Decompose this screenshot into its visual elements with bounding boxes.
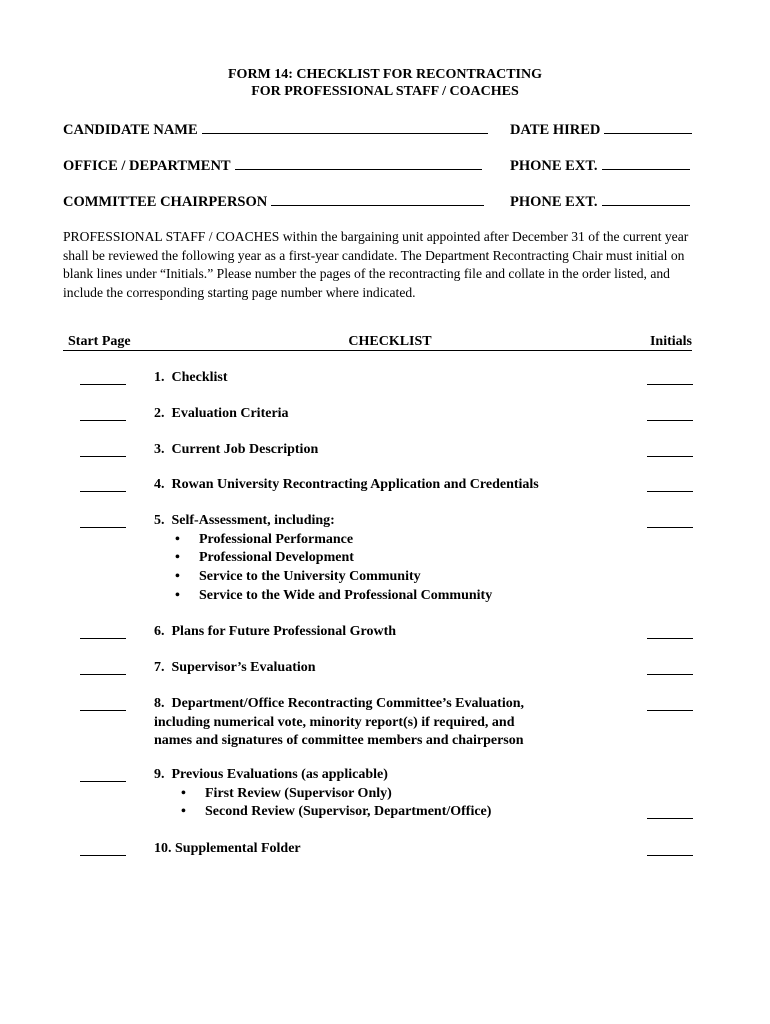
initials-blank-6[interactable]	[647, 638, 693, 639]
checklist-item-4: 4. Rowan University Recontracting Application and Credentials	[154, 477, 539, 492]
committee-chairperson-label: COMMITTEE CHAIRPERSON	[63, 194, 268, 210]
candidate-name-field[interactable]	[202, 119, 488, 134]
start-page-blank-10[interactable]	[80, 855, 126, 856]
date-hired-row	[510, 119, 692, 139]
phone-ext-label-1: PHONE EXT.	[510, 158, 598, 174]
phone-ext-row-1	[510, 155, 690, 175]
candidate-name-label: CANDIDATE NAME	[63, 122, 198, 138]
start-page-blank-3[interactable]	[80, 456, 126, 457]
bullet-5-2: • Professional Development	[175, 550, 354, 565]
start-page-header: Start Page	[63, 334, 143, 351]
checklist-item-10: 10. Supplemental Folder	[154, 841, 301, 856]
checklist-item-2: 2. Evaluation Criteria	[154, 406, 289, 421]
phone-ext-field-1[interactable]	[602, 155, 690, 170]
office-department-row	[63, 155, 482, 175]
start-page-blank-7[interactable]	[80, 674, 126, 675]
checklist-item-5: 5. Self-Assessment, including:	[154, 513, 335, 528]
start-page-blank-4[interactable]	[80, 491, 126, 492]
committee-chairperson-field[interactable]	[271, 191, 484, 206]
start-page-blank-5[interactable]	[80, 527, 126, 528]
bullet-5-3: • Service to the University Community	[175, 569, 421, 584]
phone-ext-label-2: PHONE EXT.	[510, 194, 598, 210]
checklist-item-3: 3. Current Job Description	[154, 442, 319, 457]
bullet-5-1: • Professional Performance	[175, 532, 354, 547]
office-department-label: OFFICE / DEPARTMENT	[63, 158, 231, 174]
phone-ext-row-2	[510, 191, 690, 211]
candidate-name-row	[63, 119, 488, 139]
checklist-header: CHECKLIST	[138, 334, 642, 351]
start-page-blank-6[interactable]	[80, 638, 126, 639]
initials-blank-2[interactable]	[647, 420, 693, 421]
bullet-5-4: • Service to the Wide and Professional Community	[175, 588, 493, 603]
initials-blank-8[interactable]	[647, 710, 693, 711]
start-page-blank-8[interactable]	[80, 710, 126, 711]
date-hired-field[interactable]	[604, 119, 692, 134]
phone-ext-field-2[interactable]	[602, 191, 690, 206]
start-page-blank-2[interactable]	[80, 420, 126, 421]
committee-chairperson-row	[63, 191, 484, 211]
bullet-9-2: • Second Review (Supervisor, Department/Office)	[181, 804, 492, 819]
checklist-item-1: 1. Checklist	[154, 370, 228, 385]
bullet-9-1: • First Review (Supervisor Only)	[181, 786, 392, 801]
start-page-blank-1[interactable]	[80, 384, 126, 385]
initials-header: Initials	[642, 334, 692, 351]
initials-blank-1[interactable]	[647, 384, 693, 385]
initials-blank-4[interactable]	[647, 491, 693, 492]
office-department-field[interactable]	[235, 155, 482, 170]
form-title-line2: FOR PROFESSIONAL STAFF / COACHES	[251, 84, 519, 99]
initials-blank-9[interactable]	[647, 818, 693, 819]
start-page-blank-9[interactable]	[80, 781, 126, 782]
checklist-item-9: 9. Previous Evaluations (as applicable)	[154, 767, 388, 782]
initials-blank-7[interactable]	[647, 674, 693, 675]
date-hired-label: DATE HIRED	[510, 122, 601, 138]
checklist-item-6: 6. Plans for Future Professional Growth	[154, 624, 397, 639]
initials-blank-5[interactable]	[647, 527, 693, 528]
instructions-paragraph: PROFESSIONAL STAFF / COACHES within the bargaining unit appointed after December 31 of the current year shall be reviewed the following year as a first-year candidate. The Department Recontracting Chair must initial on blank lines under “Initials.” Please number the pages of the recontracting file and collate in the order listed, and include the corresponding starting page number where indicated.	[63, 229, 689, 300]
form-title-line1: FORM 14: CHECKLIST FOR RECONTRACTING	[228, 67, 542, 82]
initials-blank-10[interactable]	[647, 855, 693, 856]
checklist-item-8: 8. Department/Office Recontracting Committee’s Evaluation, including numerical vote, minority report(s) if required, and names and signatures of committee members and chairperson	[154, 696, 525, 748]
initials-blank-3[interactable]	[647, 456, 693, 457]
checklist-item-7: 7. Supervisor’s Evaluation	[154, 660, 316, 675]
